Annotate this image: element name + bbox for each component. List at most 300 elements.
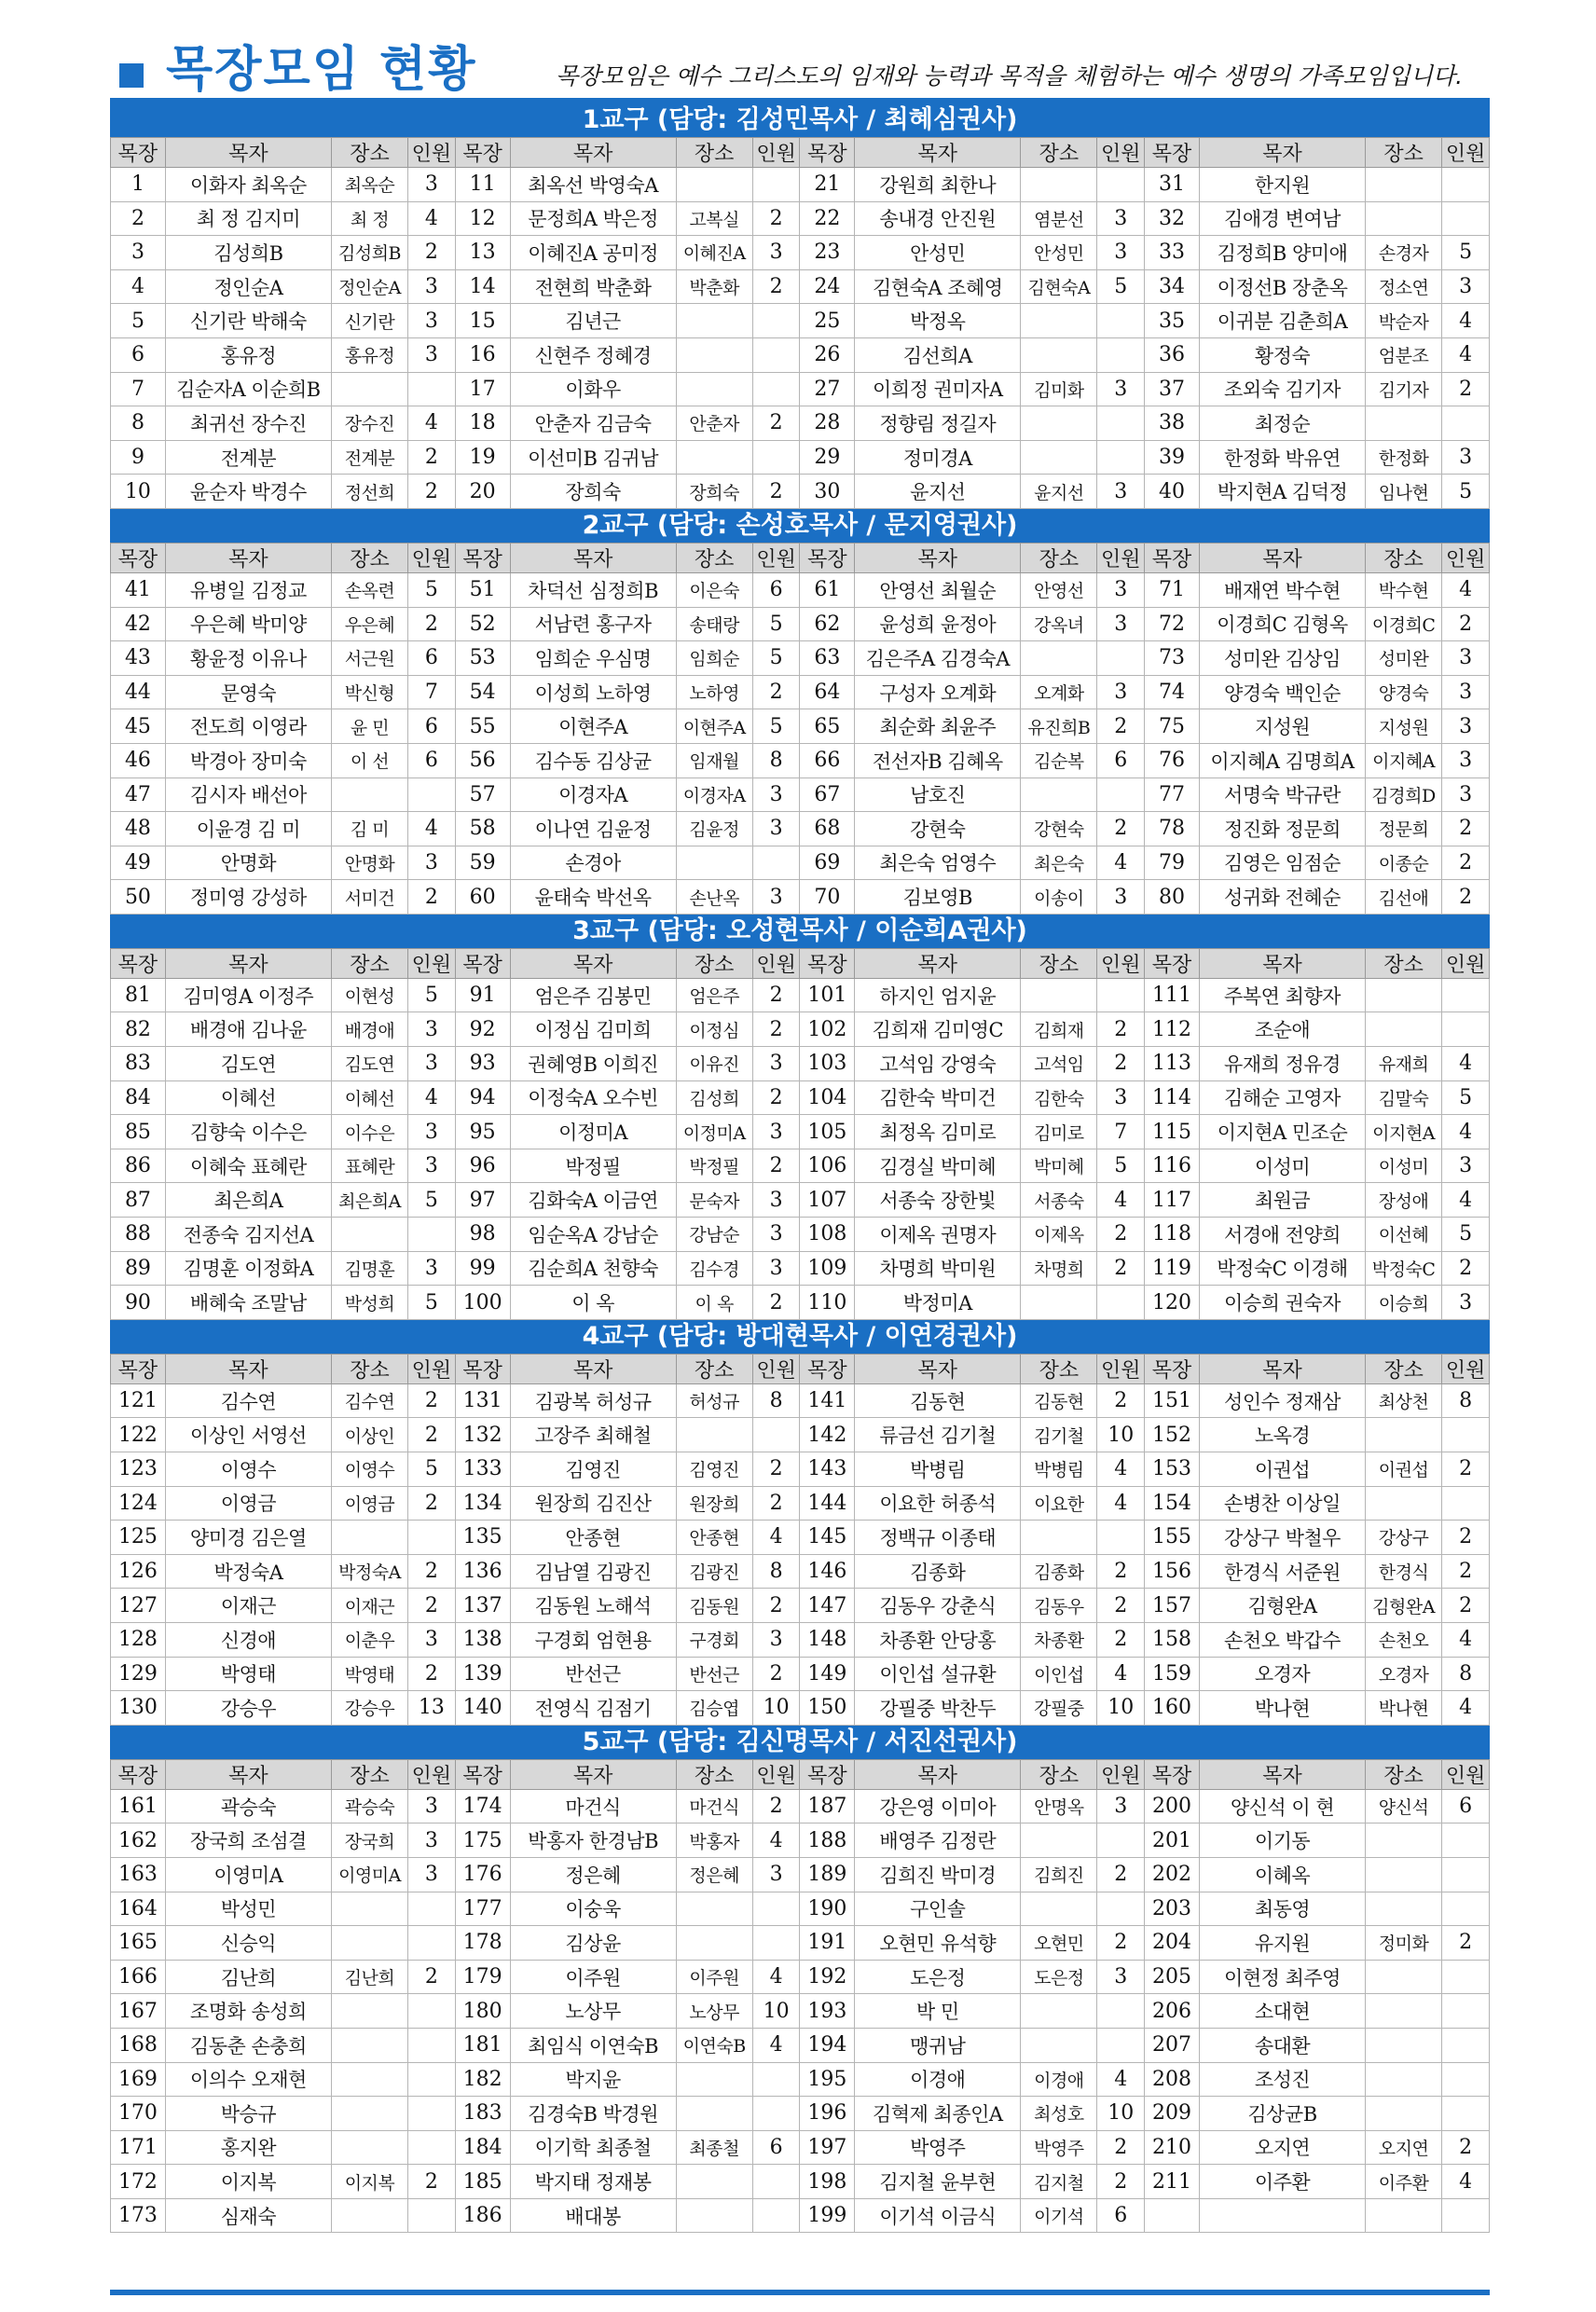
- cell-num: 105: [800, 1115, 855, 1149]
- cell-num: 150: [800, 1691, 855, 1726]
- cell-name: 김명훈 이정화A: [165, 1251, 331, 1286]
- cell-name: 이영금: [165, 1486, 331, 1521]
- cell-place: 김형완A: [1366, 1589, 1442, 1623]
- cell-count: 10: [1097, 1691, 1145, 1726]
- cell-num: 4: [111, 269, 166, 304]
- column-header-name: 목자: [1199, 1759, 1365, 1789]
- cell-num: 16: [455, 337, 510, 372]
- section-table: [110, 137, 1490, 509]
- cell-name: 이의수 오재현: [165, 2062, 331, 2097]
- cell-num: 41: [111, 572, 166, 607]
- section-4: [110, 1320, 1490, 1726]
- cell-name: 이경애: [855, 2062, 1021, 2097]
- cell-num: 175: [455, 1823, 510, 1858]
- cell-count: [1097, 337, 1145, 372]
- cell-count: [1097, 440, 1145, 475]
- cell-count: [1442, 1486, 1490, 1521]
- cell-count: 3: [408, 337, 456, 372]
- cell-name: 윤성희 윤정아: [855, 607, 1021, 641]
- section-title: 3교구 (담당: 오성현목사 / 이순희A권사): [110, 915, 1490, 948]
- cell-num: 135: [455, 1521, 510, 1555]
- cell-count: 2: [752, 1657, 800, 1691]
- cell-num: 82: [111, 1012, 166, 1047]
- column-header-num: 목장: [455, 138, 510, 168]
- cell-count: 2: [1442, 812, 1490, 846]
- cell-count: 5: [1442, 1080, 1490, 1115]
- column-header-name: 목자: [855, 1354, 1021, 1383]
- table-row: [111, 1691, 1490, 1726]
- cell-name: 양경숙 백인순: [1199, 675, 1365, 709]
- cell-place: 안명화: [331, 846, 407, 880]
- cell-name: 황윤정 이유나: [165, 641, 331, 676]
- cell-num: 78: [1145, 812, 1200, 846]
- column-header-count: 인원: [1442, 1759, 1490, 1789]
- cell-num: 92: [455, 1012, 510, 1047]
- cell-count: [1097, 1521, 1145, 1555]
- cell-count: 3: [408, 1857, 456, 1892]
- table-row: [111, 1892, 1490, 1926]
- column-header-place: 장소: [331, 138, 407, 168]
- cell-name: 이기학 최종철: [510, 2130, 676, 2165]
- cell-place: 이영수: [331, 1452, 407, 1487]
- cell-count: [752, 1418, 800, 1452]
- cell-name: 이경자A: [510, 778, 676, 812]
- cell-count: 2: [408, 880, 456, 915]
- cell-name: 양미경 김은열: [165, 1521, 331, 1555]
- cell-name: 김애경 변여남: [1199, 201, 1365, 236]
- cell-count: 2: [1097, 1622, 1145, 1657]
- cell-name: 강필중 박찬두: [855, 1691, 1021, 1726]
- cell-num: 159: [1145, 1657, 1200, 1691]
- cell-name: 김동우 강춘식: [855, 1589, 1021, 1623]
- column-header-count: 인원: [1442, 948, 1490, 978]
- cell-name: 이정선B 장춘옥: [1199, 269, 1365, 304]
- cell-count: 2: [752, 1149, 800, 1183]
- cell-count: 2: [1442, 880, 1490, 915]
- cell-num: 183: [455, 2097, 510, 2131]
- cell-count: 3: [752, 778, 800, 812]
- cell-num: 189: [800, 1857, 855, 1892]
- cell-place: 고석임: [1021, 1047, 1097, 1081]
- cell-place: 오계화: [1021, 675, 1097, 709]
- cell-place: 최옥순: [331, 168, 407, 202]
- cell-num: 210: [1145, 2130, 1200, 2165]
- cell-name: 김혁제 최종인A: [855, 2097, 1021, 2131]
- cell-name: 이귀분 김춘희A: [1199, 304, 1365, 338]
- section-title: 5교구 (담당: 김신명목사 / 서진선권사): [110, 1726, 1490, 1759]
- cell-name: 김남열 김광진: [510, 1554, 676, 1589]
- cell-name: 오지연: [1199, 2130, 1365, 2165]
- cell-count: 2: [1097, 1554, 1145, 1589]
- cell-name: 최귀선 장수진: [165, 406, 331, 441]
- cell-count: 2: [1442, 1926, 1490, 1961]
- cell-count: [408, 1218, 456, 1252]
- cell-count: 4: [752, 1960, 800, 1994]
- cell-name: 심재숙: [165, 2198, 331, 2233]
- cell-place: 이정미A: [676, 1115, 752, 1149]
- cell-name: 이정미A: [510, 1115, 676, 1149]
- cell-num: 134: [455, 1486, 510, 1521]
- cell-num: 127: [111, 1589, 166, 1623]
- cell-place: 손옥련: [331, 572, 407, 607]
- cell-count: 3: [1097, 236, 1145, 270]
- section-5: [110, 1726, 1490, 2234]
- cell-num: 71: [1145, 572, 1200, 607]
- cell-name: 유재희 정유경: [1199, 1047, 1365, 1081]
- cell-count: [408, 1926, 456, 1961]
- cell-count: 4: [752, 2028, 800, 2062]
- cell-num: 34: [1145, 269, 1200, 304]
- cell-count: [752, 372, 800, 406]
- cell-place: [676, 1892, 752, 1926]
- cell-name: 안영선 최월순: [855, 572, 1021, 607]
- column-header-num: 목장: [800, 948, 855, 978]
- cell-num: 125: [111, 1521, 166, 1555]
- cell-place: 한경식: [1366, 1554, 1442, 1589]
- cell-place: 오경자: [1366, 1657, 1442, 1691]
- cell-num: 97: [455, 1183, 510, 1218]
- cell-name: 우은혜 박미양: [165, 607, 331, 641]
- cell-place: 박신형: [331, 675, 407, 709]
- cell-place: 이현성: [331, 978, 407, 1012]
- table-row: [111, 372, 1490, 406]
- cell-count: 5: [408, 1452, 456, 1487]
- cell-name: 박지태 정재봉: [510, 2165, 676, 2199]
- cell-place: 박영태: [331, 1657, 407, 1691]
- cell-name: 김종화: [855, 1554, 1021, 1589]
- table-row: [111, 1554, 1490, 1589]
- cell-count: [1097, 1892, 1145, 1926]
- cell-num: 109: [800, 1251, 855, 1286]
- table-row: [111, 2028, 1490, 2062]
- column-header-num: 목장: [1145, 138, 1200, 168]
- cell-num: 187: [800, 1789, 855, 1823]
- cell-place: 차명희: [1021, 1251, 1097, 1286]
- cell-place: 이기석: [1021, 2198, 1097, 2233]
- cell-name: 박지현A 김덕정: [1199, 475, 1365, 509]
- cell-num: 36: [1145, 337, 1200, 372]
- cell-place: 오현민: [1021, 1926, 1097, 1961]
- cell-place: [1366, 1823, 1442, 1858]
- cell-place: 최성호: [1021, 2097, 1097, 2131]
- cell-name: 배대봉: [510, 2198, 676, 2233]
- cell-name: 이성미: [1199, 1149, 1365, 1183]
- cell-num: 205: [1145, 1960, 1200, 1994]
- cell-place: 박정숙A: [331, 1554, 407, 1589]
- cell-num: 28: [800, 406, 855, 441]
- cell-place: 김말숙: [1366, 1080, 1442, 1115]
- cell-place: 배경애: [331, 1012, 407, 1047]
- cell-num: 67: [800, 778, 855, 812]
- cell-num: 31: [1145, 168, 1200, 202]
- cell-num: 115: [1145, 1115, 1200, 1149]
- cell-place: [331, 778, 407, 812]
- cell-num: 79: [1145, 846, 1200, 880]
- cell-num: 142: [800, 1418, 855, 1452]
- cell-count: 6: [752, 572, 800, 607]
- table-row: [111, 2097, 1490, 2131]
- cell-count: [1097, 1823, 1145, 1858]
- cell-count: 4: [1442, 304, 1490, 338]
- cell-name: 남호진: [855, 778, 1021, 812]
- cell-num: 72: [1145, 607, 1200, 641]
- table-row: [111, 1589, 1490, 1623]
- cell-place: 정인순A: [331, 269, 407, 304]
- cell-num: 63: [800, 641, 855, 676]
- cell-num: 131: [455, 1383, 510, 1418]
- cell-name: 황정숙: [1199, 337, 1365, 372]
- cell-num: 66: [800, 743, 855, 778]
- cell-count: 4: [1442, 1115, 1490, 1149]
- cell-place: [1021, 1994, 1097, 2029]
- cell-name: 박경아 장미숙: [165, 743, 331, 778]
- column-header-place: 장소: [676, 1354, 752, 1383]
- cell-count: 4: [1442, 2165, 1490, 2199]
- cell-place: 양경숙: [1366, 675, 1442, 709]
- cell-name: 원장희 김진산: [510, 1486, 676, 1521]
- cell-name: 이화자 최옥순: [165, 168, 331, 202]
- cell-count: 2: [1442, 1251, 1490, 1286]
- cell-place: [676, 2165, 752, 2199]
- cell-name: 김상윤: [510, 1926, 676, 1961]
- table-row: [111, 304, 1490, 338]
- cell-count: 3: [1442, 1286, 1490, 1320]
- cell-num: 130: [111, 1691, 166, 1726]
- cell-count: 3: [1097, 572, 1145, 607]
- cell-place: 박정필: [676, 1149, 752, 1183]
- cell-name: 김년근: [510, 304, 676, 338]
- table-row: [111, 572, 1490, 607]
- cell-count: 2: [408, 1589, 456, 1623]
- cell-num: 84: [111, 1080, 166, 1115]
- column-header-name: 목자: [165, 948, 331, 978]
- cell-name: 조명화 송성희: [165, 1994, 331, 2029]
- cell-name: 박지윤: [510, 2062, 676, 2097]
- cell-num: 75: [1145, 709, 1200, 744]
- bottom-divider: [110, 2290, 1490, 2295]
- cell-place: [1021, 778, 1097, 812]
- cell-count: 2: [752, 475, 800, 509]
- cell-count: 2: [752, 1789, 800, 1823]
- cell-num: 174: [455, 1789, 510, 1823]
- column-header-place: 장소: [676, 543, 752, 572]
- cell-name: 차명희 박미원: [855, 1251, 1021, 1286]
- cell-num: 191: [800, 1926, 855, 1961]
- cell-place: [331, 2062, 407, 2097]
- cell-place: [1366, 406, 1442, 441]
- cell-place: [676, 440, 752, 475]
- cell-place: [1366, 2198, 1442, 2233]
- column-header-count: 인원: [752, 138, 800, 168]
- cell-count: 4: [1442, 1622, 1490, 1657]
- cell-place: 김동현: [1021, 1383, 1097, 1418]
- cell-num: 64: [800, 675, 855, 709]
- cell-count: 2: [1097, 812, 1145, 846]
- cell-num: 158: [1145, 1622, 1200, 1657]
- cell-name: 이상인 서영선: [165, 1418, 331, 1452]
- cell-count: [1097, 304, 1145, 338]
- table-row: [111, 812, 1490, 846]
- cell-name: 김동원 노해석: [510, 1589, 676, 1623]
- cell-name: 임순옥A 강남순: [510, 1218, 676, 1252]
- cell-count: 2: [752, 201, 800, 236]
- section-table: [110, 1354, 1490, 1726]
- cell-count: 5: [1097, 1149, 1145, 1183]
- cell-num: 13: [455, 236, 510, 270]
- cell-count: 3: [752, 1622, 800, 1657]
- table-row: [111, 1047, 1490, 1081]
- cell-name: 구성자 오계화: [855, 675, 1021, 709]
- column-header-count: 인원: [1097, 138, 1145, 168]
- column-header-name: 목자: [1199, 138, 1365, 168]
- cell-count: 4: [752, 1823, 800, 1858]
- cell-num: 106: [800, 1149, 855, 1183]
- cell-name: 안종현: [510, 1521, 676, 1555]
- cell-num: 152: [1145, 1418, 1200, 1452]
- cell-name: 이주원: [510, 1960, 676, 1994]
- section-1: [110, 103, 1490, 509]
- column-header-place: 장소: [676, 948, 752, 978]
- cell-name: 이요한 허종석: [855, 1486, 1021, 1521]
- cell-num: 69: [800, 846, 855, 880]
- cell-place: [1366, 1418, 1442, 1452]
- cell-place: 강승우: [331, 1691, 407, 1726]
- cell-name: 오경자: [1199, 1657, 1365, 1691]
- cell-count: 2: [1442, 1521, 1490, 1555]
- cell-name: 이권섭: [1199, 1452, 1365, 1487]
- cell-num: 86: [111, 1149, 166, 1183]
- cell-count: 2: [1442, 372, 1490, 406]
- column-header-place: 장소: [676, 138, 752, 168]
- cell-place: 강남순: [676, 1218, 752, 1252]
- cell-place: 이승희: [1366, 1286, 1442, 1320]
- cell-count: 3: [1097, 1789, 1145, 1823]
- cell-place: 정선희: [331, 475, 407, 509]
- cell-count: 2: [752, 1012, 800, 1047]
- cell-name: 김영진: [510, 1452, 676, 1487]
- cell-place: 박수현: [1366, 572, 1442, 607]
- cell-num: 167: [111, 1994, 166, 2029]
- cell-num: 121: [111, 1383, 166, 1418]
- cell-name: 윤순자 박경수: [165, 475, 331, 509]
- cell-num: 136: [455, 1554, 510, 1589]
- cell-place: 오지연: [1366, 2130, 1442, 2165]
- cell-num: 162: [111, 1823, 166, 1858]
- cell-name: 이재근: [165, 1589, 331, 1623]
- cell-count: 3: [1442, 269, 1490, 304]
- cell-count: 3: [1097, 1960, 1145, 1994]
- cell-num: 8: [111, 406, 166, 441]
- column-header-place: 장소: [1366, 543, 1442, 572]
- cell-place: [331, 2198, 407, 2233]
- cell-num: 194: [800, 2028, 855, 2062]
- cell-place: 정문희: [1366, 812, 1442, 846]
- column-header-count: 인원: [752, 543, 800, 572]
- cell-place: [1021, 1286, 1097, 1320]
- cell-name: 정은혜: [510, 1857, 676, 1892]
- cell-count: 2: [752, 675, 800, 709]
- cell-count: 3: [1097, 675, 1145, 709]
- cell-place: 정미화: [1366, 1926, 1442, 1961]
- cell-count: [1097, 1994, 1145, 2029]
- cell-place: 안성민: [1021, 236, 1097, 270]
- column-header-num: 목장: [455, 1354, 510, 1383]
- column-header-num: 목장: [111, 948, 166, 978]
- column-header-place: 장소: [676, 1759, 752, 1789]
- cell-count: [1442, 2198, 1490, 2233]
- cell-count: [752, 2097, 800, 2131]
- cell-num: 53: [455, 641, 510, 676]
- cell-num: 104: [800, 1080, 855, 1115]
- cell-name: 이숭욱: [510, 1892, 676, 1926]
- cell-count: 2: [408, 475, 456, 509]
- cell-name: 김한숙 박미건: [855, 1080, 1021, 1115]
- cell-place: 고복실: [676, 201, 752, 236]
- table-row: [111, 406, 1490, 441]
- cell-name: 한정화 박유연: [1199, 440, 1365, 475]
- column-header-count: 인원: [1442, 138, 1490, 168]
- cell-num: 111: [1145, 978, 1200, 1012]
- cell-count: 6: [1442, 1789, 1490, 1823]
- cell-count: 7: [408, 675, 456, 709]
- cell-place: 김승엽: [676, 1691, 752, 1726]
- cell-num: 60: [455, 880, 510, 915]
- cell-num: 137: [455, 1589, 510, 1623]
- cell-place: 이수은: [331, 1115, 407, 1149]
- table-row: [111, 1251, 1490, 1286]
- cell-place: 김희진: [1021, 1857, 1097, 1892]
- cell-name: 최은숙 엄영수: [855, 846, 1021, 880]
- cell-count: 3: [408, 846, 456, 880]
- table-row: [111, 1622, 1490, 1657]
- cell-num: 124: [111, 1486, 166, 1521]
- cell-name: 이경희C 김형옥: [1199, 607, 1365, 641]
- cell-place: 허성규: [676, 1383, 752, 1418]
- cell-name: 전선자B 김혜옥: [855, 743, 1021, 778]
- cell-name: 신경애: [165, 1622, 331, 1657]
- cell-count: 3: [1097, 1080, 1145, 1115]
- cell-place: [331, 2130, 407, 2165]
- cell-name: 이성희 노하영: [510, 675, 676, 709]
- cell-place: 김미로: [1021, 1115, 1097, 1149]
- column-header-count: 인원: [752, 1354, 800, 1383]
- cell-name: 정인순A: [165, 269, 331, 304]
- cell-count: [752, 2062, 800, 2097]
- table-row: [111, 1218, 1490, 1252]
- cell-place: 손경자: [1366, 236, 1442, 270]
- cell-count: 8: [752, 1383, 800, 1418]
- cell-num: 181: [455, 2028, 510, 2062]
- table-row: [111, 1452, 1490, 1487]
- cell-place: 마건식: [676, 1789, 752, 1823]
- cell-name: 정진화 정문희: [1199, 812, 1365, 846]
- cell-name: 유병일 김정교: [165, 572, 331, 607]
- page-title: 목장모임 현황: [166, 42, 477, 98]
- cell-place: 전계분: [331, 440, 407, 475]
- cell-name: 전종숙 김지선A: [165, 1218, 331, 1252]
- cell-count: 2: [408, 440, 456, 475]
- column-header-name: 목자: [165, 138, 331, 168]
- cell-num: 177: [455, 1892, 510, 1926]
- cell-name: 류금선 김기철: [855, 1418, 1021, 1452]
- cell-num: 161: [111, 1789, 166, 1823]
- cell-place: 김수연: [331, 1383, 407, 1418]
- cell-place: 신기란: [331, 304, 407, 338]
- cell-num: 5: [111, 304, 166, 338]
- cell-count: 3: [752, 1183, 800, 1218]
- cell-num: 91: [455, 978, 510, 1012]
- cell-count: 3: [408, 168, 456, 202]
